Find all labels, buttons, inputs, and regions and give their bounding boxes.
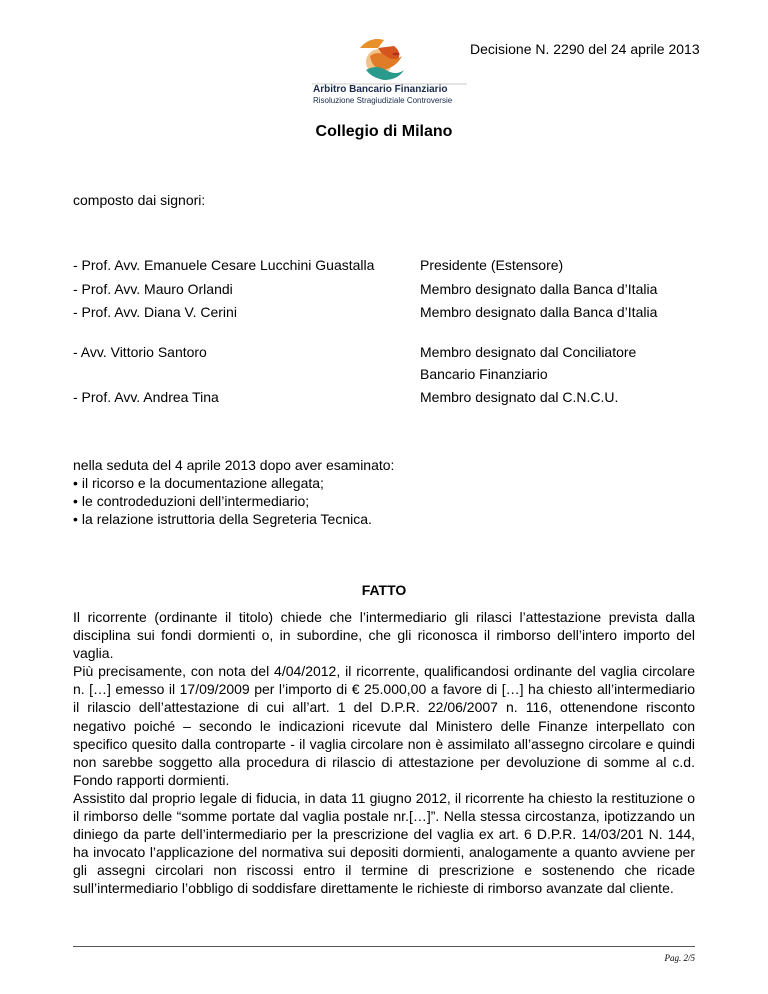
member-role: Presidente (Estensore)	[420, 257, 564, 273]
footer-divider	[73, 946, 695, 947]
fatto-body	[73, 608, 695, 898]
member-name: - Prof. Avv. Andrea Tina	[73, 389, 219, 405]
list-item: • il ricorso e la documentazione allegata;	[73, 474, 394, 492]
page-number: Pag. 2/5	[664, 953, 695, 963]
composto-label: composto dai signori:	[73, 192, 206, 208]
member-name: - Prof. Avv. Diana V. Cerini	[73, 304, 237, 320]
member-name: - Prof. Avv. Emanuele Cesare Lucchini Guastalla	[73, 257, 375, 273]
member-name: - Avv. Vittorio Santoro	[73, 344, 207, 360]
logo-name: Arbitro Bancario Finanziario	[313, 84, 448, 95]
seduta-section	[73, 456, 394, 528]
collegio-title: Collegio di Milano	[315, 123, 453, 140]
abf-logo-mark-icon	[312, 34, 472, 86]
section-heading-fatto: FATTO	[361, 582, 407, 598]
member-role: Membro designato dal Conciliatore	[420, 344, 637, 360]
list-item: • le controdeduzioni dell’intermediario;	[73, 492, 394, 510]
paragraph: Assistito dal proprio legale di fiducia, in data 11 giugno 2012, il ricorrente ha chiesto la restituzione o il rimborso delle “somme portate dal vaglia postale nr.[…]”. Nella stessa circostanza, ipotizzando un diniego da parte dell’intermediario per la prescrizione del vaglia ex art. 6 D.P.R. 14/03/201 N. 144, ha invocato l’applicazione del normativa sui depositi dormienti, analogamente a quanto avviene per gli assegni circolari non riscossi entro il termine di prescrizione e sostenendo che ricade sull’intermediario l’obbligo di soddisfare direttamente le richieste di rimborso avanzate dal cliente.	[73, 789, 695, 897]
logo-subtitle: Risoluzione Stragiudiziale Controversie	[313, 96, 453, 105]
paragraph: Il ricorrente (ordinante il titolo) chiede che l’intermediario gli rilasci l’attestazione prevista dalla disciplina sui fondi dormienti o, in subordine, che gli riconosca il rimborso dell’intero importo del vaglia.	[73, 609, 695, 662]
member-name: - Prof. Avv. Mauro Orlandi	[73, 281, 233, 297]
member-role: Membro designato dalla Banca d’Italia	[420, 281, 658, 297]
member-role-continued: Bancario Finanziario	[420, 366, 548, 382]
member-role: Membro designato dalla Banca d’Italia	[420, 304, 658, 320]
member-role: Membro designato dal C.N.C.U.	[420, 389, 619, 405]
decision-reference: Decisione N. 2290 del 24 aprile 2013	[470, 41, 700, 57]
paragraph: Più precisamente, con nota del 4/04/2012, il ricorrente, qualificandosi ordinante del vaglia circolare n. […] emesso il 17/09/2009 per l’importo di € 25.000,00 a favore di […] ha chiesto all’intermediario il rilascio dell’attestazione di cui all’art. 1 del D.P.R. 22/06/2007 n. 116, ottenendone risconto negativo poiché – secondo le indicazioni ricevute dal Ministero delle Finanze interpellato con specifico quesito dalla controparte - il vaglia circolare non è assimilato all’assegno circolare e quindi non sarebbe soggetto alla procedura di rilascio di attestazione per devoluzione di somme al c.d. Fondo rapporti dormienti.	[73, 663, 695, 788]
seduta-intro: nella seduta del 4 aprile 2013 dopo aver esaminato:	[73, 457, 395, 473]
examined-list	[73, 474, 394, 528]
list-item: • la relazione istruttoria della Segreteria Tecnica.	[73, 510, 394, 528]
